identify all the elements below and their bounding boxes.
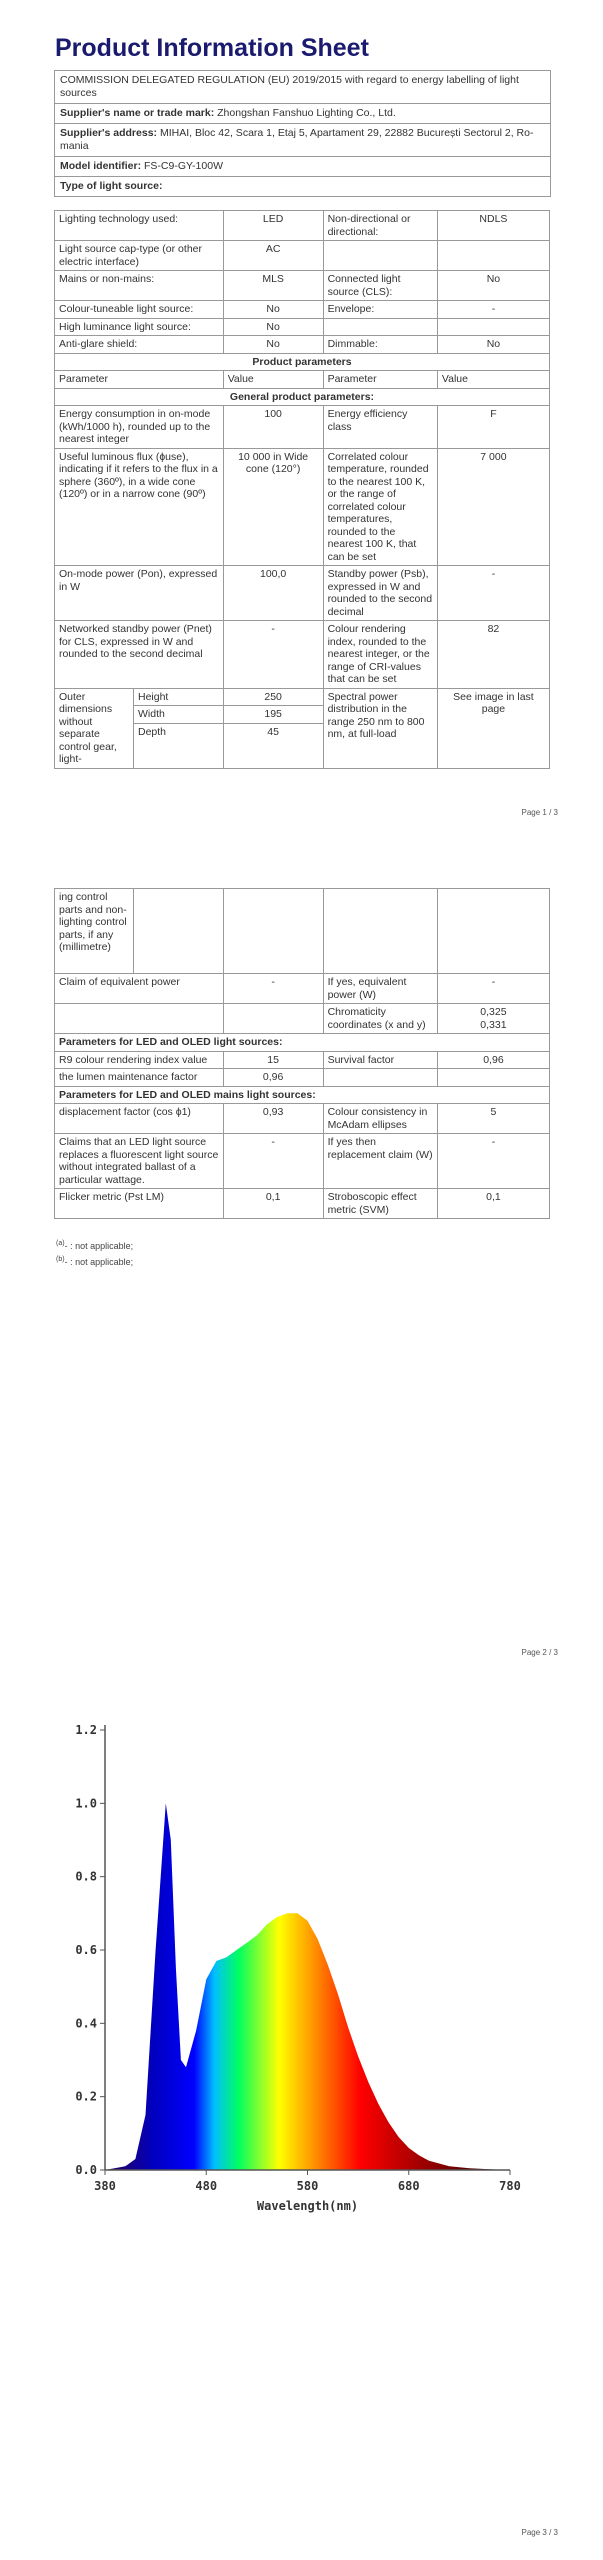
page-number: Page 3 / 3 [521, 2528, 558, 2537]
param-value: AC [223, 241, 323, 271]
table-row [55, 406, 550, 449]
supplier-name: Zhongshan Fanshuo Lighting Co., Ltd. [217, 107, 396, 119]
param-value: 15 [223, 1051, 323, 1069]
table-row [55, 889, 550, 974]
param-label: Colour consistency in McAdam ellipses [323, 1104, 437, 1134]
page-1 [0, 0, 603, 820]
param-value: - [223, 1134, 323, 1189]
footnote-a: $^{(a)}$- : not applicable; [56, 1240, 134, 1251]
page-number: Page 1 / 3 [521, 808, 558, 817]
param-value [223, 1004, 323, 1034]
param-value: 7 000 [437, 448, 549, 566]
param-label: Survival factor [323, 1051, 437, 1069]
model-row [55, 157, 550, 177]
x-tick-label: 680 [397, 2179, 420, 2193]
parameters-table-p1 [54, 210, 550, 769]
param-value: No [223, 336, 323, 354]
dim-width-label: Width [134, 706, 223, 724]
type-label: Type of light source: [60, 180, 163, 192]
parameters-table-p2 [54, 888, 550, 1219]
y-tick-label: 0.8 [75, 1869, 97, 1884]
param-label: displacement factor (cos ϕ1) [55, 1104, 224, 1134]
param-label: the lumen maintenance factor [55, 1069, 224, 1087]
param-value: 0,93 [223, 1104, 323, 1134]
param-value: 0,325 0,331 [437, 1004, 549, 1034]
table-row [55, 566, 550, 621]
param-label [323, 1069, 437, 1087]
param-value: F [437, 406, 549, 449]
param-label: Mains or non-mains: [55, 271, 224, 301]
param-value: 0,96 [437, 1051, 549, 1069]
outer-dims-cont [55, 889, 224, 974]
param-label: On-mode power (Pon), expressed in W [55, 566, 224, 621]
param-value [437, 318, 549, 336]
param-label: Stroboscopic effect metric (SVM) [323, 1189, 437, 1219]
supplier-address-row [55, 124, 550, 157]
col-param: Parameter [55, 371, 224, 389]
footnote-a-text: : not applicable; [70, 1241, 134, 1251]
col-param: Parameter [323, 371, 437, 389]
param-value: 0,1 [437, 1189, 549, 1219]
param-value: - [437, 301, 549, 319]
outer-dims-label [55, 688, 224, 768]
dim-width-value: 195 [224, 706, 323, 724]
x-tick-label: 480 [195, 2179, 218, 2193]
empty-cell [223, 889, 323, 974]
led-oled-mains-header: Parameters for LED and OLED mains light sources: [55, 1086, 550, 1104]
param-label: Energy efficiency class [323, 406, 437, 449]
param-value: No [223, 301, 323, 319]
table-row [55, 621, 550, 689]
param-label: If yes then replacement claim (W) [323, 1134, 437, 1189]
spectral-label: Spectral power distribution in the range 250 nm to 800 nm, at full-load [323, 688, 437, 768]
param-label [323, 241, 437, 271]
param-value: No [437, 336, 549, 354]
param-value: - [437, 566, 549, 621]
param-value: 82 [437, 621, 549, 689]
y-tick-label: 0.6 [75, 1943, 97, 1957]
param-value [437, 1069, 549, 1087]
param-value: - [223, 974, 323, 1004]
param-value: LED [223, 211, 323, 241]
param-value: - [437, 1134, 549, 1189]
param-label: Claim of equivalent power [55, 974, 224, 1004]
table-row [55, 1004, 550, 1034]
param-label: High luminance light source: [55, 318, 224, 336]
param-label: Flicker metric (Pst LM) [55, 1189, 224, 1219]
param-label: Lighting technology used: [55, 211, 224, 241]
x-tick-label: 380 [94, 2179, 116, 2193]
table-row [55, 211, 550, 241]
param-label: Chromaticity coordinates (x and y) [323, 1004, 437, 1034]
table-row [55, 301, 550, 319]
empty-cell [323, 889, 437, 974]
param-label: Dimmable: [323, 336, 437, 354]
param-label: If yes, equivalent power (W) [323, 974, 437, 1004]
regulation-text: COMMISSION DELEGATED REGULATION (EU) 2019/2015 with regard to energy labelling of light sources [55, 71, 550, 104]
led-oled-header: Parameters for LED and OLED light sources: [55, 1034, 550, 1052]
supplier-name-label: Supplier's name or trade mark: [60, 107, 215, 119]
param-value: No [223, 318, 323, 336]
outer-dims-text-cont: ing control parts and non-lighting control parts, if any (millimetre) [55, 889, 134, 973]
table-row [55, 371, 550, 389]
param-label: Useful luminous flux (ɸuse), indicating if it refers to the flux in a sphere (360º), in a wide cone (120º) or in a narrow cone (90º) [55, 448, 224, 566]
table-row [55, 241, 550, 271]
param-value [437, 241, 549, 271]
footnote-b-text: : not applicable; [70, 1257, 134, 1267]
param-label [55, 1004, 224, 1034]
general-params-header: General product parameters: [55, 388, 550, 406]
param-label: Colour-tuneable light source: [55, 301, 224, 319]
table-row [55, 388, 550, 406]
x-tick-label: 580 [296, 2179, 319, 2193]
table-row [55, 1034, 550, 1052]
param-value: 0,96 [223, 1069, 323, 1087]
model-label: Model identifier: [60, 160, 142, 172]
col-value: Value [437, 371, 549, 389]
param-label: Standby power (Psb), expressed in W and rounded to the second decimal [323, 566, 437, 621]
param-value: 100,0 [223, 566, 323, 621]
table-row [55, 1069, 550, 1087]
param-label: Energy consumption in on-mode (kWh/1000 h), rounded up to the nearest integer [55, 406, 224, 449]
spectral-chart [40, 1700, 560, 2260]
y-tick-label: 1.0 [75, 1796, 97, 1811]
col-value: Value [223, 371, 323, 389]
table-row [55, 1104, 550, 1134]
param-label: Colour rendering index, rounded to the nearest integer, or the range of CRI-values that can be set [323, 621, 437, 689]
table-row [55, 1051, 550, 1069]
spectral-value: See image in last page [437, 688, 549, 768]
param-label: R9 colour rendering index value [55, 1051, 224, 1069]
param-value: NDLS [437, 211, 549, 241]
param-value: No [437, 271, 549, 301]
param-label: Claims that an LED light source replaces a fluorescent light source without integrated ballast of a particular wattage. [55, 1134, 224, 1189]
param-label: Connected light source (CLS): [323, 271, 437, 301]
header-info-box [54, 70, 551, 197]
param-value: 10 000 in Wide cone (120°) [223, 448, 323, 566]
supplier-address: MIHAI, Bloc 42, Scara 1, Etaj 5, Apartament 29, 22882 București Sectorul 2, Ro-mania [60, 127, 534, 152]
param-label: Light source cap-type (or other electric interface) [55, 241, 224, 271]
param-label [323, 318, 437, 336]
table-row [55, 688, 550, 768]
product-params-header: Product parameters [55, 353, 550, 371]
y-tick-label: 1.2 [75, 1723, 97, 1737]
dim-height-label: Height [134, 689, 223, 707]
param-value: - [437, 974, 549, 1004]
empty-cell [437, 889, 549, 974]
param-value: 0,1 [223, 1189, 323, 1219]
model-identifier: FS-C9-GY-100W [144, 160, 223, 172]
page-2 [0, 880, 603, 1680]
table-row [55, 448, 550, 566]
dims-values [223, 688, 323, 768]
table-row [55, 353, 550, 371]
dim-depth-label: Depth [138, 725, 167, 738]
table-row [55, 271, 550, 301]
param-value: - [223, 621, 323, 689]
supplier-address-label: Supplier's address: [60, 127, 158, 139]
param-label: Envelope: [323, 301, 437, 319]
spectrum-area [105, 1803, 510, 2170]
table-row [55, 1134, 550, 1189]
table-row [55, 1086, 550, 1104]
page-number: Page 2 / 3 [521, 1648, 558, 1657]
y-tick-label: 0.4 [75, 2016, 97, 2031]
supplier-name-row [55, 104, 550, 124]
footnote-b: $^{(b)}$- : not applicable; [56, 1256, 134, 1267]
outer-dims-text: Outer dimensions without separate control gear, light- [55, 689, 134, 768]
table-row [55, 1189, 550, 1219]
y-tick-label: 0.0 [75, 2163, 97, 2177]
table-row [55, 318, 550, 336]
param-value: 100 [223, 406, 323, 449]
param-label: Anti-glare shield: [55, 336, 224, 354]
x-axis-title: Wavelength(nm) [256, 2199, 359, 2213]
page-title: Product Information Sheet [55, 34, 369, 62]
param-value: MLS [223, 271, 323, 301]
y-tick-label: 0.2 [75, 2089, 97, 2104]
param-label: Correlated colour temperature, rounded to the nearest 100 K, or the range of correlated colour temperatures, rounded to the nearest 100 K, that can be set [323, 448, 437, 566]
param-label: Networked standby power (Pnet) for CLS, expressed in W and rounded to the second decimal [55, 621, 224, 689]
table-row [55, 336, 550, 354]
dim-height-value: 250 [224, 689, 323, 707]
param-value: 5 [437, 1104, 549, 1134]
x-tick-label: 780 [499, 2179, 521, 2193]
table-row [55, 974, 550, 1004]
dim-depth-value: 45 [267, 725, 279, 738]
param-label: Non-directional or directional: [323, 211, 437, 241]
